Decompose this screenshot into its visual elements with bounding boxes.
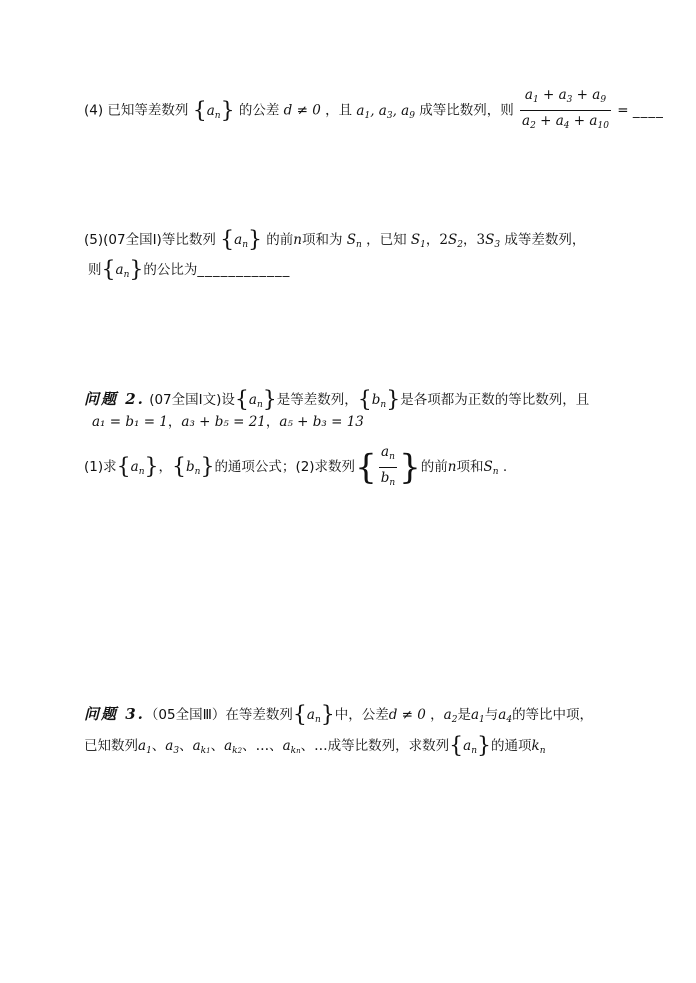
term-a4: $a_4$ (498, 707, 513, 725)
problem-5-then: 则 (88, 262, 102, 278)
sequence-bn: $\{b_n\}$ (357, 387, 401, 413)
problem-5-label: (5) (84, 232, 104, 248)
problem-4-text-2: 的公差 (238, 102, 280, 119)
answer-blank: ____ (632, 102, 664, 119)
problem-5-line-2 (88, 257, 291, 285)
question-2-text-3: 是各项都为正数的等比数列，且 (400, 392, 590, 408)
problem-5-ratio-text: 的公比为 (143, 262, 198, 278)
question-2-text-2: 是等差数列， (276, 392, 358, 408)
problem-4 (84, 86, 664, 135)
problem-4-label: (4) (84, 102, 104, 119)
ratio-fraction: $\frac{a_1 + a_3 + a_9}{a_2 + a_4 + a_{10}}$ (522, 87, 609, 131)
equals-sign: = (617, 102, 629, 119)
part-2-text: (2)求数列 (295, 459, 356, 475)
problem-5-text-4: ，已知 (366, 232, 407, 248)
sequence-an-over-bn: { $\frac{a_n}{b_n}$ } (355, 444, 421, 488)
problem-5-text-1: 等比数列 (161, 232, 216, 248)
term-a2: $a_2$ (443, 707, 458, 725)
problem-5-text-3: 项和为 (301, 232, 343, 248)
terms-a1-a3-a9: $a_1$, $a_3$, $a_9$ (356, 102, 415, 121)
answer-blank: ____________ (197, 262, 291, 278)
condition-d: d ≠ 0 (388, 707, 426, 723)
problem-5 (84, 227, 586, 255)
period: . (502, 459, 508, 475)
question-3-text-8: 的通项 (491, 738, 532, 754)
question-2-source: (07全国Ⅰ文) (149, 392, 222, 408)
sequence-an: $\{a_n\}$ (220, 227, 262, 253)
problem-4-text-3: ，且 (325, 102, 353, 119)
sequence-an: $\{a_n\}$ (192, 98, 235, 123)
subsequence-terms: $a_1$、$a_3$、$a_{k1}$、$a_{k2}$、…、$a_{kn}$、… (138, 738, 328, 756)
problem-5-source: (07全国Ⅰ) (103, 232, 162, 248)
sums-S1-2S2-3S3: $S_1$，$2S_2$，$3S_3$ (410, 232, 501, 250)
term-kn: $k_n$ (531, 738, 546, 756)
term-a1: $a_1$ (470, 707, 485, 725)
condition-3: a₅ + b₃ = 13 (279, 414, 364, 430)
question-3-text-1: 在等差数列 (225, 707, 293, 723)
sequence-an: $\{a_n\}$ (234, 387, 277, 413)
sum-Sn: $S_n$ (483, 459, 499, 477)
var-n: n (447, 459, 457, 475)
problem-4-text-4: 成等比数列，则 (419, 102, 514, 119)
sequence-an: $\{a_n\}$ (116, 454, 159, 480)
question-2-parts: (1)求$\{a_n\}$，$\{b_n\}$的通项公式；(2)求数列{ $\frac{a_n}{b_n}$ }的前n项和$S_n$ . (84, 444, 508, 488)
sequence-an: $\{a_n\}$ (101, 257, 144, 283)
question-2-heading: 问题 2. (84, 390, 145, 408)
sequence-bn: $\{b_n\}$ (171, 454, 215, 480)
problem-4-text-1: 已知等差数列 (107, 102, 189, 119)
question-3-text-7: 成等比数列，求数列 (327, 738, 450, 754)
question-3-heading: 问题 3. (84, 705, 145, 723)
part-2-mid: 的前 (420, 459, 448, 475)
question-3-line-2 (84, 733, 546, 761)
part-2-tail: 项和 (456, 459, 484, 475)
problem-5-text-5: 成等差数列， (504, 232, 586, 248)
sequence-an: $\{a_n\}$ (449, 733, 491, 759)
question-3: 问题 3.（05全国Ⅲ）在等差数列$\{a_n\}$中，公差d ≠ 0 ，$a_2$是$a_1$与$a_4$的等比中项， (84, 702, 594, 728)
condition-2: a₃ + b₅ = 21 (181, 414, 266, 430)
question-2-conditions: a₁ = b₁ = 1，a₃ + b₅ = 21，a₅ + b₃ = 13 (92, 414, 364, 430)
question-2-text-1: 设 (221, 392, 235, 408)
condition-d: d ≠ 0 (283, 102, 321, 119)
part-1-tail: 的通项公式； (214, 459, 296, 475)
var-n: n (293, 232, 302, 248)
sum-Sn: $S_n$ (346, 232, 362, 250)
question-3-source: （05全国Ⅲ） (144, 707, 226, 723)
condition-1: a₁ = b₁ = 1 (92, 414, 168, 430)
sequence-an: $\{a_n\}$ (292, 702, 335, 728)
problem-5-text-2: 的前 (266, 232, 294, 248)
question-3-text-2: 中，公差 (334, 707, 389, 723)
question-3-text-6: 的等比中项， (512, 707, 594, 723)
question-3-known: 已知数列 (84, 738, 138, 754)
part-1-text: (1)求 (84, 459, 117, 475)
